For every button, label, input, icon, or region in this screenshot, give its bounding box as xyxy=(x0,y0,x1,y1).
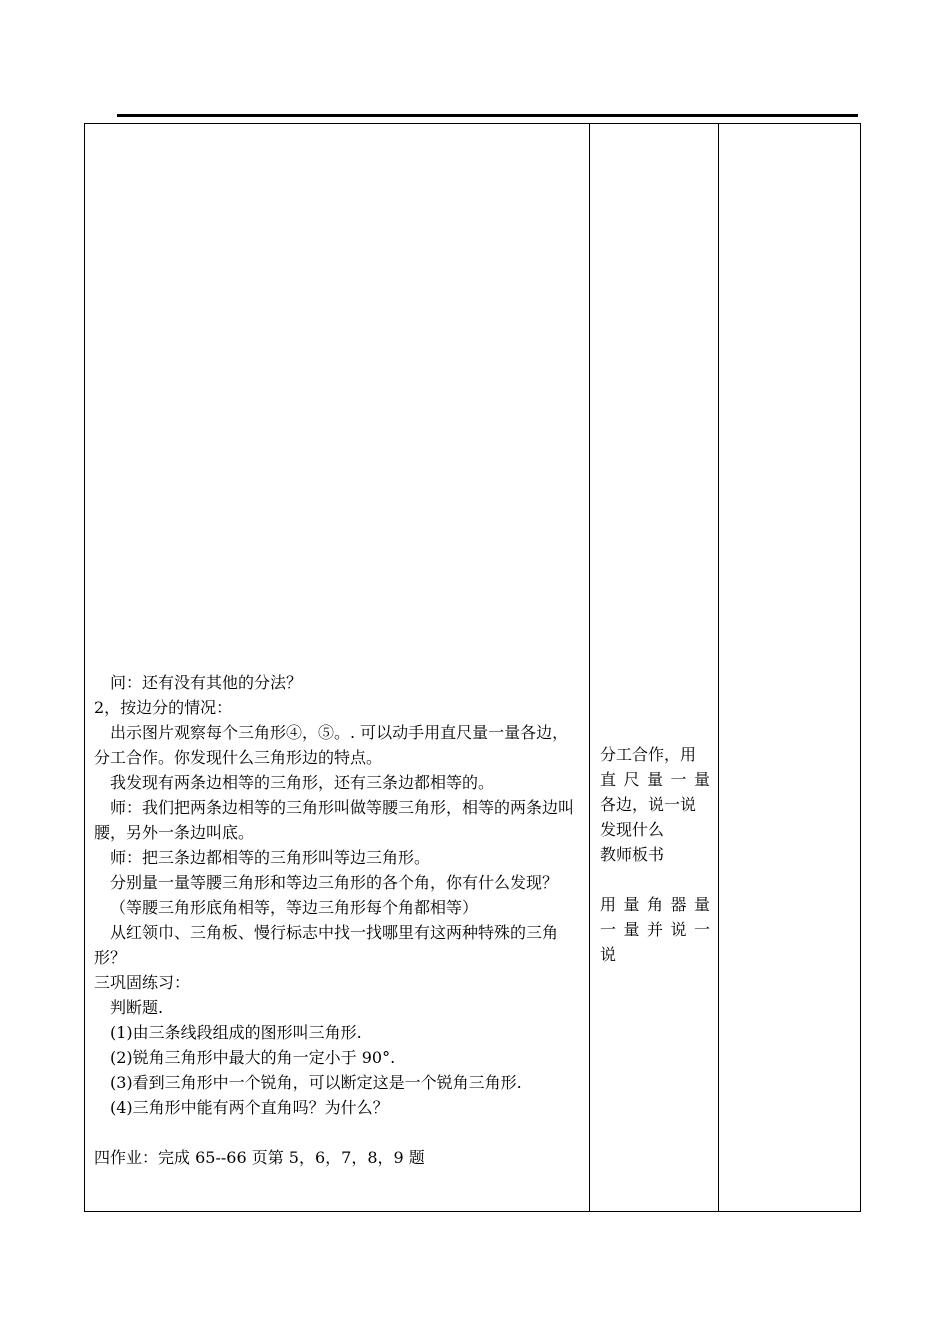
side-line: 分工合作，用 xyxy=(600,745,697,764)
main-line: 从红领巾、三角板、慢行标志中找一找哪里有这两种特殊的三角形？ xyxy=(94,923,559,967)
main-line: （等腰三角形底角相等，等边三角形每个角都相等） xyxy=(110,898,479,917)
side-line: 用量角器量 xyxy=(600,895,710,914)
main-line: 2，按边分的情况： xyxy=(94,698,233,717)
column-divider-2 xyxy=(718,123,719,1212)
main-line: 师：我们把两条边相等的三角形叫做等腰三角形，相等的两条边叫腰，另外一条边叫底。 xyxy=(94,798,575,842)
column-divider-1 xyxy=(589,123,590,1212)
main-line-blank xyxy=(94,1120,584,1145)
student-activity-column xyxy=(600,742,710,967)
teaching-process-column xyxy=(94,670,584,1170)
side-line: 说 xyxy=(600,945,617,964)
side-line: 各边，说一说 xyxy=(600,795,697,814)
main-line: 出示图片观察每个三角形④，⑤。. 可以动手用直尺量一量各边，分工合作。你发现什么三角形边的特点。 xyxy=(94,723,569,767)
side-line-blank xyxy=(600,867,710,892)
main-line: 我发现有两条边相等的三角形，还有三条边都相等的。 xyxy=(110,773,495,792)
main-line: (3)看到三角形中一个锐角，可以断定这是一个锐角三角形. xyxy=(110,1073,522,1092)
main-line: 四作业：完成 65--66 页第 5，6，7，8，9 题 xyxy=(94,1148,425,1167)
side-line: 教师板书 xyxy=(600,845,665,864)
main-line: 三巩固练习： xyxy=(94,973,191,992)
side-line: 直尺量一量 xyxy=(600,770,710,789)
header-rule xyxy=(117,114,858,117)
side-line: 发现什么 xyxy=(600,820,665,839)
side-line: 一量并说一 xyxy=(600,920,710,939)
main-line: (1)由三条线段组成的图形叫三角形. xyxy=(110,1023,362,1042)
main-line: 师：把三条边都相等的三角形叫等边三角形。 xyxy=(110,848,431,867)
main-line: 问：还有没有其他的分法？ xyxy=(110,673,303,692)
main-line: (4)三角形中能有两个直角吗？为什么？ xyxy=(110,1098,389,1117)
main-line: 分别量一量等腰三角形和等边三角形的各个角，你有什么发现？ xyxy=(110,873,559,892)
main-line: (2)锐角三角形中最大的角一定小于 90°. xyxy=(110,1048,396,1067)
main-line: 判断题. xyxy=(110,998,164,1017)
